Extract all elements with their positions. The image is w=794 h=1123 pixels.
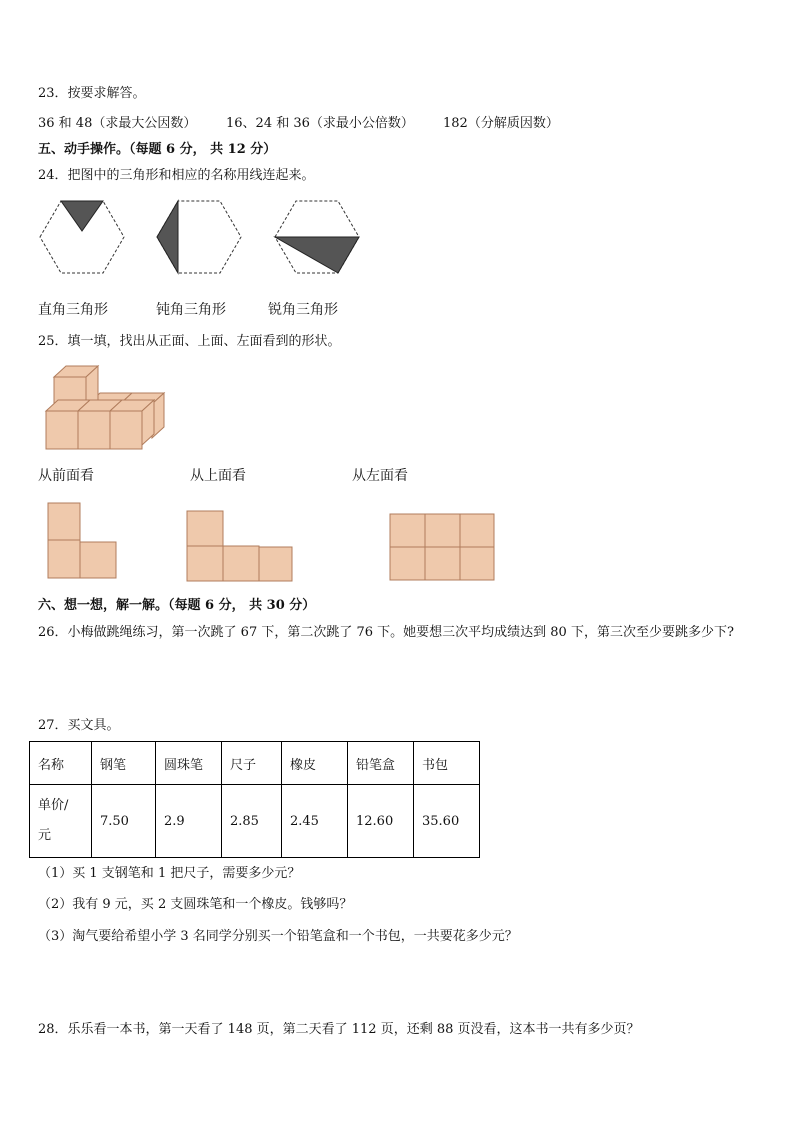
- header-cell-eraser: 橡皮: [282, 742, 348, 785]
- header-cell-ballpoint: 圆珠笔: [156, 742, 222, 785]
- table-price-row: [30, 785, 480, 858]
- cube-stack-figure: [0, 355, 200, 455]
- q26-title: 26．小梅做跳绳练习，第一次跳了 67 下，第二次跳了 76 下。她要想三次平均成绩达到 80 下，第三次至少要跳多少下?: [38, 625, 734, 640]
- q24-title: 24．把图中的三角形和相应的名称用线连起来。: [38, 168, 315, 183]
- q25-title: 25．填一填，找出从正面、上面、左面看到的形状。: [38, 334, 341, 349]
- label-obtuse-triangle: 钝角三角形: [156, 302, 226, 318]
- price-cell-pencil-box: 12.60: [348, 785, 414, 858]
- label-right-triangle: 直角三角形: [38, 302, 108, 318]
- q23-item-2: 16、24 和 36（求最小公倍数）: [226, 116, 414, 131]
- price-cell-schoolbag: 35.60: [414, 785, 480, 858]
- front-view-grid: [48, 503, 116, 578]
- header-cell-pen: 钢笔: [92, 742, 156, 785]
- left-view-grid: [390, 514, 494, 580]
- price-cell-pen: 7.50: [92, 785, 156, 858]
- q23-item-3: 182（分解质因数）: [443, 116, 559, 131]
- price-row-label: [30, 785, 92, 858]
- stationery-price-table: [29, 741, 480, 858]
- header-cell-ruler: 尺子: [222, 742, 282, 785]
- label-top-view: 从上面看: [190, 468, 246, 484]
- table-header-row: [30, 742, 480, 785]
- label-left-view: 从左面看: [352, 468, 408, 484]
- label-acute-triangle: 锐角三角形: [268, 302, 338, 318]
- header-cell-pencil-box: 铅笔盒: [348, 742, 414, 785]
- section-five-heading: 五、动手操作。（每题 6 分， 共 12 分）: [38, 142, 277, 157]
- price-cell-eraser: 2.45: [282, 785, 348, 858]
- header-cell-name: 名称: [30, 742, 92, 785]
- q23-title: 23．按要求解答。: [38, 86, 146, 101]
- section-six-heading: 六、想一想，解一解。（每题 6 分， 共 30 分）: [38, 598, 316, 613]
- q27-title: 27．买文具。: [38, 718, 120, 733]
- acute-triangle-shape: [275, 237, 359, 273]
- price-cell-ballpoint: 2.9: [156, 785, 222, 858]
- q24-hexagon-figures: [0, 195, 794, 315]
- price-cell-ruler: 2.85: [222, 785, 282, 858]
- q27-sub-question-3: （3）淘气要给希望小学 3 名同学分别买一个铅笔盒和一个书包，一共要花多少元？: [38, 929, 518, 944]
- right-triangle-shape: [61, 201, 103, 231]
- label-front-view: 从前面看: [38, 468, 94, 484]
- q23-item-1: 36 和 48（求最大公因数）: [38, 116, 197, 131]
- hexagon-figure-3: [275, 201, 359, 273]
- top-view-grid: [187, 511, 292, 581]
- hexagon-figure-1: [40, 201, 124, 273]
- q27-sub-question-1: （1）买 1 支钢笔和 1 把尺子，需要多少元？: [38, 866, 301, 881]
- q28-title: 28．乐乐看一本书，第一天看了 148 页，第二天看了 112 页，还剩 88 页没看，这本书一共有多少页？: [38, 1022, 640, 1037]
- price-row-label-line2: 元: [38, 828, 52, 843]
- header-cell-schoolbag: 书包: [414, 742, 480, 785]
- q27-sub-question-2: （2）我有 9 元，买 2 支圆珠笔和一个橡皮。钱够吗？: [38, 897, 353, 912]
- obtuse-triangle-shape: [157, 201, 178, 273]
- price-row-label-line1: 单价/: [38, 798, 69, 813]
- view-grids: [0, 500, 794, 590]
- hexagon-figure-2: [157, 201, 241, 273]
